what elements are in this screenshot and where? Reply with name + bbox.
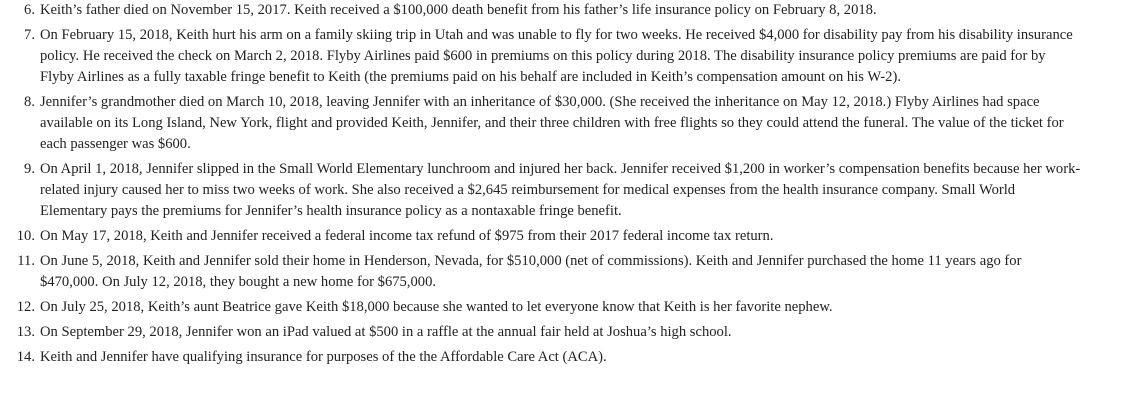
item-number: 11. [17, 253, 35, 269]
item-number: 7. [24, 27, 35, 43]
item-number: 13. [16, 324, 35, 340]
item-text: On July 25, 2018, Keith’s aunt Beatrice gave Keith $18,000 because she wanted to let everyone know that Keith is her favorite nephew. [40, 299, 833, 315]
list-item-8 [0, 92, 1133, 155]
list-item-13 [0, 322, 1133, 343]
list-item-9 [0, 159, 1133, 222]
list-item-10 [0, 226, 1133, 247]
item-text: Jennifer’s grandmother died on March 10, 2018, leaving Jennifer with an inheritance of $30,000. (She received the inheritance on May 12, 2018.) Flyby Airlines had space available on its Long Island, New York, flight and provided Keith, Jennifer, and their three children with free flights so they could attend the funeral. The value of the ticket for each passenger was $600. [40, 94, 1064, 152]
item-text: Keith’s father died on November 15, 2017. Keith received a $100,000 death benefit from his father’s life insurance policy on February 8, 2018. [40, 2, 877, 18]
item-text: On February 15, 2018, Keith hurt his arm on a family skiing trip in Utah and was unable to fly for two weeks. He received $4,000 for disability pay from his disability insurance policy. He received the check on March 2, 2018. Flyby Airlines paid $600 in premiums on this policy during 2018. The disability insurance policy premiums are paid for by Flyby Airlines as a fully taxable fringe benefit to Keith (the premiums paid on his behalf are included in Keith’s compensation amount on his W-2). [40, 27, 1073, 85]
list-item-7 [0, 25, 1133, 88]
list-item-12 [0, 297, 1133, 318]
item-text: On May 17, 2018, Keith and Jennifer received a federal income tax refund of $975 from their 2017 federal income tax return. [40, 228, 774, 244]
item-number: 8. [24, 94, 35, 110]
item-number: 10. [16, 228, 35, 244]
item-text: On April 1, 2018, Jennifer slipped in the Small World Elementary lunchroom and injured her back. Jennifer received $1,200 in worker’s compensation benefits because her work-related injury caused her to miss two weeks of work. She also received a $2,645 reimbursement for medical expenses from the health insurance company. Small World Elementary pays the premiums for Jennifer’s health insurance policy as a nontaxable fringe benefit. [40, 161, 1081, 219]
list-item-11 [0, 251, 1133, 293]
item-text: On September 29, 2018, Jennifer won an iPad valued at $500 in a raffle at the annual fair held at Joshua’s high school. [40, 324, 732, 340]
item-number: 14. [16, 349, 35, 365]
item-text: Keith and Jennifer have qualifying insurance for purposes of the the Affordable Care Act (ACA). [40, 349, 607, 365]
item-text: On June 5, 2018, Keith and Jennifer sold their home in Henderson, Nevada, for $510,000 (net of commissions). Keith and Jennifer purchased the home 11 years ago for $470,000. On July 12, 2018, they bought a new home for $675,000. [40, 253, 1022, 290]
list-item-6 [0, 0, 1133, 21]
item-number: 6. [24, 2, 35, 18]
item-number: 12. [16, 299, 35, 315]
item-number: 9. [24, 161, 35, 177]
list-item-14 [0, 347, 1133, 368]
